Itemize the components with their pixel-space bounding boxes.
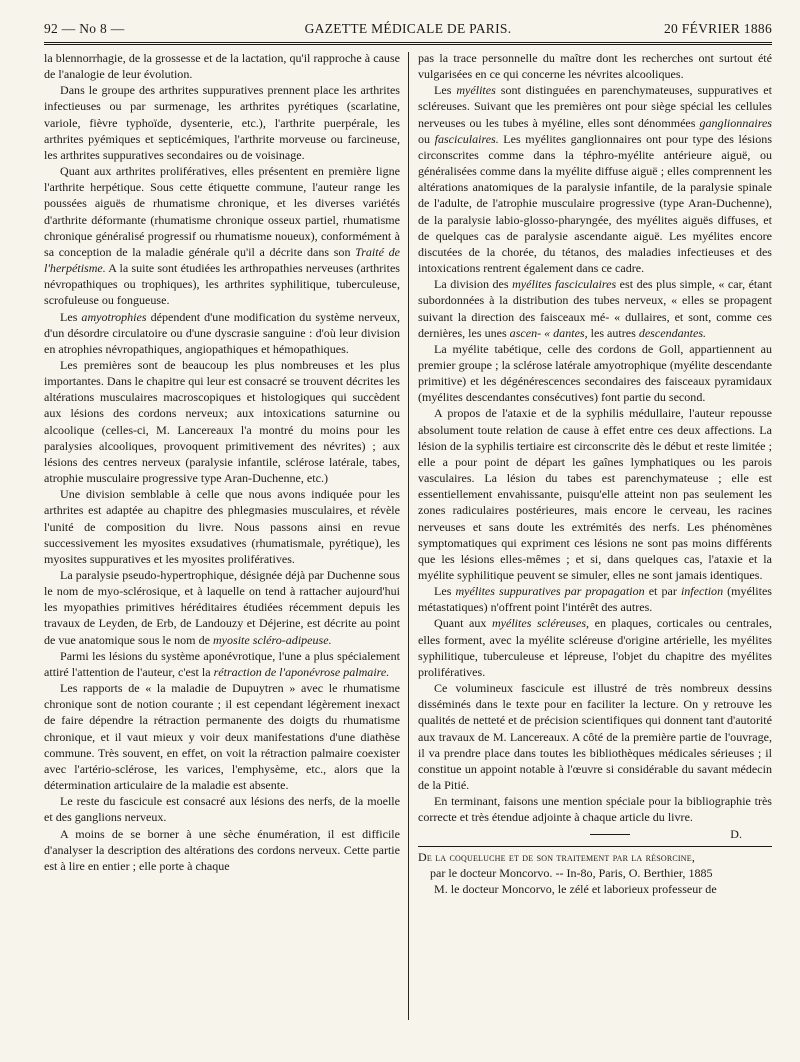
paragraph: Ce volumineux fascicule est illustré de très nombreux dessins disséminés dans le texte pour en faciliter la lecture. On y retrouve les qualités de netteté et de précision scientifiques qui donnent tant d'autorité aux travaux de M. Lancereaux. A côté de la première partie de l'ouvrage, il va prendre place dans toutes les bibliothèques médicales sérieuses ; il constitue un appoint notable à l'œuvre si considérable du savant médecin de la Pitié. <box>418 681 772 793</box>
paragraph: M. le docteur Moncorvo, le zélé et laborieux professeur de <box>434 881 717 896</box>
paragraph: Les premières sont de beaucoup les plus nombreuses et les plus importantes. Dans le chapitre qui leur est consacré se trouvent décrites les altérations musculaires macroscopiques et histologiques qui succèdent aux lésions des cordons nerveux; aux intoxications saturnine ou alcoolique (celles-ci, M. Lancereaux l'a montré du moins pour les paralysies alcooliques, provoquent primitivement des névrites) ; aux lésions des centres nerveux (paralysie infantile, sclérose latérale, tabes, atrophie musculaire progressive type Aran-Duchenne, etc.) <box>44 357 400 486</box>
paragraph: A propos de l'ataxie et de la syphilis médullaire, l'auteur repousse absolument toute relation de cause à effet entre ces deux affections. La lésion de la syphilis tertiaire est circonscrite dès le début et reste limitée ; elle a pour point de départ les gaînes lymphatiques ou les parois vasculaires. La lésion du tabes est parenchymateuse ; elle est essentiellement envahissante, puisqu'elle atteint non pas seulement les zones radiculaires postérieures, mais encore le cerveau, les racines nerveuses et sans doute les extrémités des nerfs. Les phénomènes symptomatiques qui expriment ces lésions ne sont pas moins différents que les lésions elles-mêmes ; et si, dans quelques cas, l'ataxie et la myélite syphilitique peuvent se simuler, elles ne sont jamais identiques. <box>418 406 772 582</box>
paragraph: Les rapports de « la maladie de Dupuytren » avec le rhumatisme chronique sont de notion courante ; il est cependant légèrement inexact de faire dépendre la rétraction permanente des doigts du rhumatisme chronique, et il vaut mieux y voir deux manifestations d'une diathèse commune. Très souvent, en effet, on voit la rétraction palmaire coexister avec l'artério-sclérose, les varices, l'emphysème, etc., alors que la détermination articulaire de la maladie est absente. <box>44 681 400 793</box>
section-rule <box>418 846 772 847</box>
paragraph: Les amyotrophies dépendent d'une modification du système nerveux, d'un désordre circulatoire ou d'une dyscrasie sanguine : d'où leur division en atrophies névropathiques, angiopathiques et hémopathiques. <box>44 309 401 356</box>
paragraph: Quant aux myélites scléreuses, en plaques, corticales ou centrales, elles forment, avec la myélite scléreuse d'origine artérielle, les myélites syphilitique, tuberculeuse et lépreuse, l'objet du chapitre des myélites prolifératives. <box>418 616 772 679</box>
header-rule <box>44 42 772 45</box>
paragraph: A moins de se borner à une sèche énumération, il est difficile d'analyser la description des altérations des cordons nerveux. Cette partie est à lire en entier ; elle porte à chaque <box>44 826 400 873</box>
signature: D. <box>730 826 742 841</box>
review-subtitle: par le docteur Moncorvo. -- In-8o, Paris, O. Berthier, 1885 <box>430 865 713 880</box>
paragraph: La division des myélites fasciculaires est des plus simple, « car, étant subordonnées à la distribution des tubes nerveux, « elles se propagent suivant la direction des faisceaux mé- « dullaires, et sont, comme ces dernières, les unes ascen- « dantes, les autres descendantes. <box>418 277 772 340</box>
page-number: 92 — No 8 — <box>44 21 125 36</box>
paragraph: La myélite tabétique, celle des cordons de Goll, appartiennent au premier groupe ; la sclérose latérale amyotrophique (myélite descendante primitive) et les dégénérescences secondaires des faisceaux pyramidaux (myélites descendantes consécutives) font partie du second. <box>418 341 772 405</box>
column-divider <box>408 52 409 1020</box>
page-header <box>44 18 772 42</box>
signature-rule <box>590 834 630 835</box>
paragraph: Parmi les lésions du système aponévrotique, l'une a plus spécialement attiré l'attention de l'auteur, c'est la rétraction de l'aponévrose palmaire. <box>44 648 400 679</box>
paragraph: Les myélites suppuratives par propagation et par infection (myélites métastatiques) n'offrent point l'intérêt des autres. <box>418 584 773 615</box>
paragraph: la blennorrhagie, de la grossesse et de la lactation, qu'il rapproche à cause de l'analogie de leur évolution. <box>44 51 400 82</box>
signature-line <box>418 826 772 842</box>
review-title: De la coqueluche et de son traitement par la résorcine, <box>418 849 696 864</box>
issue-date: 20 FÉVRIER 1886 <box>663 21 772 36</box>
paragraph: Les myélites sont distinguées en parenchymateuses, suppuratives et scléreuses. Suivant que les premières ont pour siège spécial les cellules nerveuses ou les tubes à myéline, elles sont dénommées ganglionnaires ou fasciculaires. Les myélites ganglionnaires ont pour type des lésions circonscrites comme dans la téphro-myélite antérieure aiguë, ou généralisées comme dans la myélite diffuse aiguë ; elles comprennent les altérations anatomiques de la paralysie infantile, de la paralysie spinale de l'adulte, de l'atrophie musculaire progressive (type Aran-Duchenne), de la paralysie labio-glosso-pharyngée, des myélites aiguës diffuses, et de quelques cas de paralysie ascendante aiguë. Les myélites encore discutées de la chorée, du tétanos, des maladies infectieuses et des intoxications rentrent également dans ce cadre. <box>418 83 773 276</box>
paragraph: pas la trace personnelle du maître dont les recherches ont surtout été vulgarisées en ce qui concerne les névrites alcooliques. <box>418 51 772 82</box>
paragraph: En terminant, faisons une mention spéciale pour la bibliographie très correcte et très étendue adjointe à chaque article du livre. <box>418 794 772 825</box>
right-column <box>418 50 772 897</box>
paragraph: Une division semblable à celle que nous avons indiquée pour les arthrites est adaptée au chapitre des phlegmasies musculaires, et révèle l'unité de composition du livre. Nous passons ainsi en revue successivement les myosites exsudatives (rhumatismale, pyrétique), les myosites suppuratives et les myosites prolifératives. <box>44 487 400 566</box>
paragraph: Quant aux arthrites prolifératives, elles présentent en première ligne l'arthrite herpétique. Sous cette étiquette commune, l'auteur range les poussées aiguës de rhumatisme chronique, et les diverses variétés d'arthrite déformante (rhumatisme chronique osseux partiel, rhumatisme chronique généralisé progressif ou rhumatisme noueux), conformément à sa conception de la maladie générale qu'il a décrite dans son Traité de l'herpétisme. A la suite sont étudiées les arthropathies nerveuses (arthrites névropathiques ou trophiques), les arthrites syphilitique, tuberculeuse, scrofuleuse ou fongueuse. <box>44 164 401 308</box>
left-column <box>44 50 400 874</box>
paragraph: Le reste du fascicule est consacré aux lésions des nerfs, de la moelle et des ganglions nerveux. <box>44 794 400 825</box>
paragraph: La paralysie pseudo-hypertrophique, désignée déjà par Duchenne sous le nom de myo-sclérosique, et à laquelle on tend à rattacher aujourd'hui les myopathies primitives héréditaires étudiées récemment depuis les travaux de Leyden, de Erb, de Landouzy et Déjerine, est décrite au point de vue anatomique sous le nom de myosite scléro-adipeuse. <box>44 568 400 647</box>
journal-title: GAZETTE MÉDICALE DE PARIS. <box>304 21 512 36</box>
paragraph: Dans le groupe des arthrites suppuratives prennent place les arthrites infectieuses ou par surmenage, les arthrites pyrétiques (scarlatine, variole, fièvre typhoïde, dysenterie, etc.), l'arthrite puerpérale, les arthrites pyémiques et septicémiques, l'arthrite morveuse ou farcineuse, les arthrites suppuratives secondaires ou de voisinage. <box>44 83 400 162</box>
